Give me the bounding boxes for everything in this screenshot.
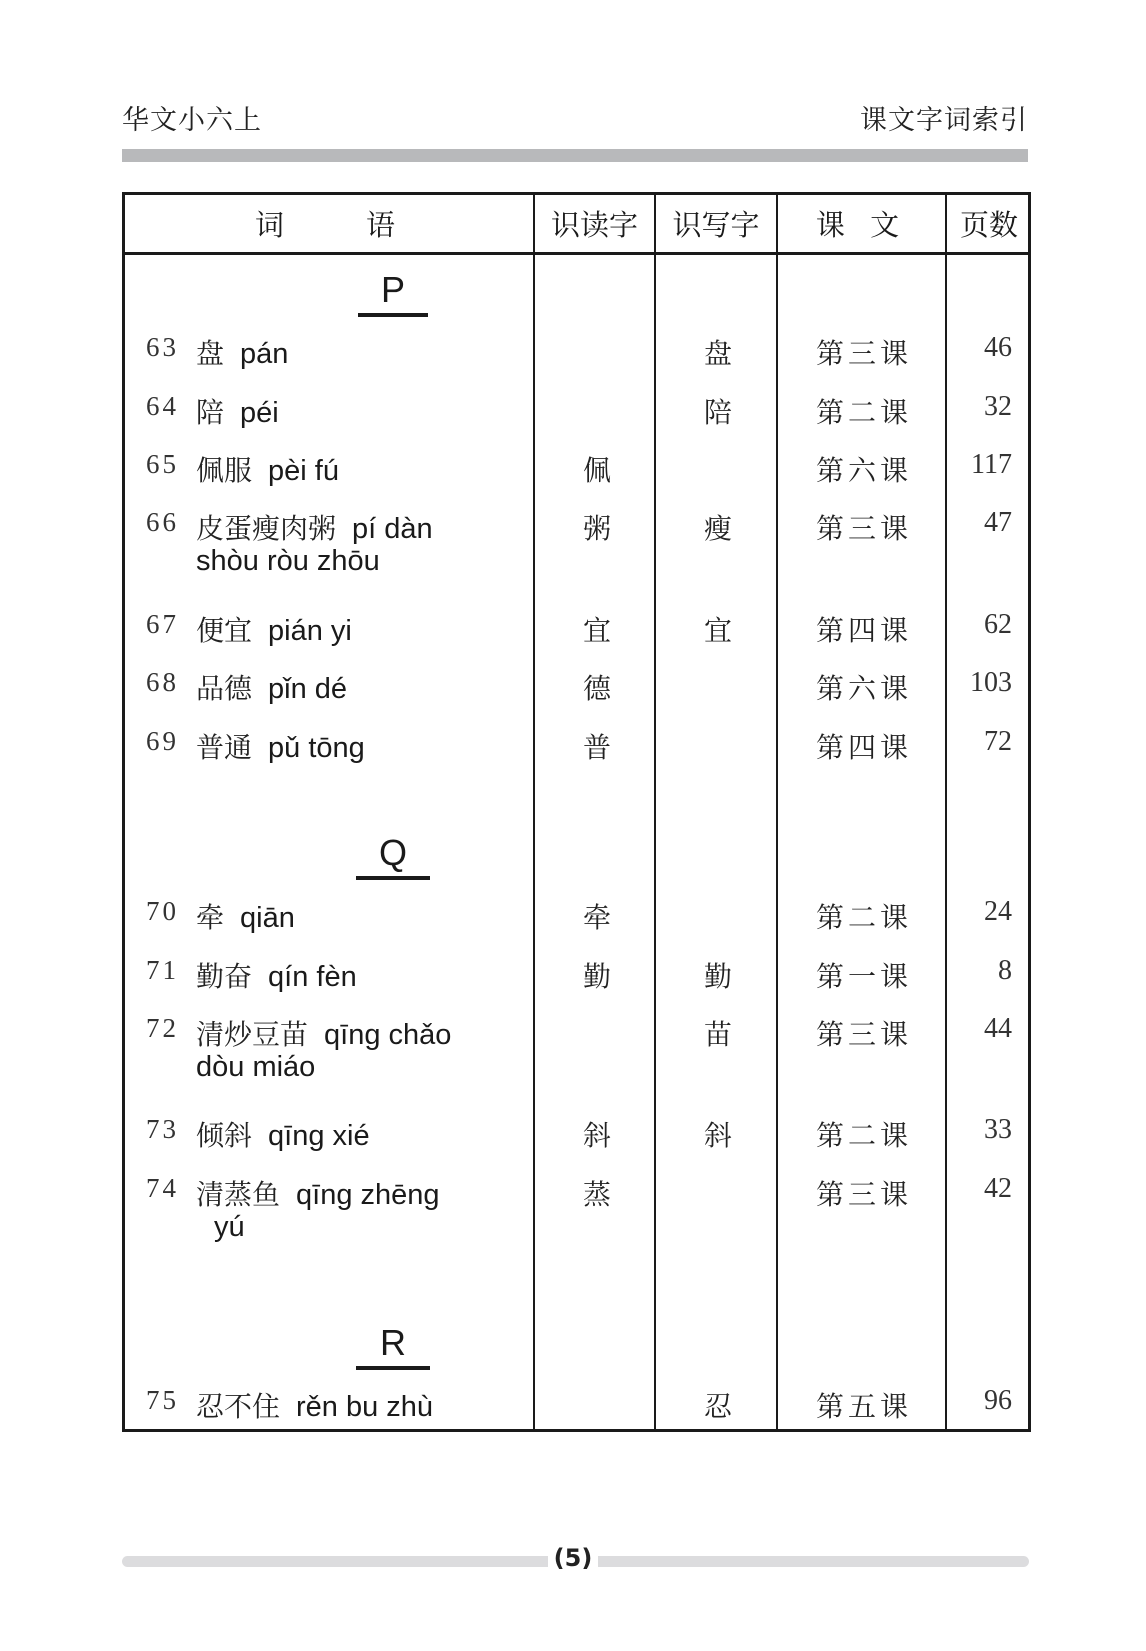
entry-word: 品德 pǐn dé bbox=[196, 672, 348, 705]
header-row-divider bbox=[125, 252, 1028, 255]
read-char: 牵 bbox=[582, 901, 611, 934]
entry-pinyin: qīng xié bbox=[268, 1120, 370, 1152]
entry-word: 皮蛋瘦肉粥 pí dàn bbox=[196, 512, 433, 545]
entry-word: 勤奋 qín fèn bbox=[196, 960, 357, 993]
section-underline bbox=[356, 876, 430, 880]
section-heading-r bbox=[293, 1322, 493, 1370]
table-row bbox=[125, 1173, 1028, 1253]
entry-pinyin: péi bbox=[240, 397, 279, 429]
page-number: 32 bbox=[984, 391, 1012, 422]
entry-number: 72 bbox=[146, 1013, 179, 1043]
page-number: 117 bbox=[971, 449, 1012, 480]
page-number: 42 bbox=[984, 1173, 1012, 1204]
page-number: 96 bbox=[984, 1385, 1012, 1416]
lesson: 第四课 bbox=[815, 731, 912, 764]
entry-pinyin: pián yi bbox=[268, 615, 352, 647]
entry-word: 普通 pǔ tōng bbox=[196, 731, 365, 764]
entry-number: 63 bbox=[146, 332, 179, 362]
header-divider-bar bbox=[122, 149, 1028, 162]
page-number: 8 bbox=[998, 955, 1012, 986]
table-row bbox=[125, 896, 1028, 936]
column-header-lesson: 课 文 bbox=[815, 208, 908, 242]
table-row bbox=[125, 667, 1028, 707]
read-char: 德 bbox=[582, 672, 611, 705]
section-heading-q bbox=[293, 832, 493, 880]
lesson: 第三课 bbox=[815, 1018, 912, 1051]
entry-number: 68 bbox=[146, 667, 179, 697]
entry-number: 69 bbox=[146, 726, 179, 756]
section-underline bbox=[356, 1366, 430, 1370]
section-letter: P bbox=[380, 269, 405, 310]
column-header-write-chars: 识写字 bbox=[672, 208, 760, 242]
lesson: 第一课 bbox=[815, 960, 912, 993]
table-row bbox=[125, 1385, 1028, 1425]
page-number: 46 bbox=[984, 332, 1012, 363]
lesson: 第六课 bbox=[815, 672, 912, 705]
section-letter: Q bbox=[378, 832, 407, 873]
entry-word: 陪 péi bbox=[196, 396, 279, 429]
table-row bbox=[125, 1013, 1028, 1093]
entry-pinyin-continued: shòu ròu zhōu bbox=[196, 545, 380, 577]
entry-number: 66 bbox=[146, 507, 179, 537]
column-header-page: 页数 bbox=[959, 208, 1018, 242]
table-row bbox=[125, 391, 1028, 431]
lesson: 第三课 bbox=[815, 512, 912, 545]
lesson: 第二课 bbox=[815, 396, 912, 429]
entry-number: 70 bbox=[146, 896, 179, 926]
table-row bbox=[125, 955, 1028, 995]
entry-word: 牵 qiān bbox=[196, 901, 295, 934]
write-char: 忍 bbox=[703, 1390, 732, 1423]
entry-pinyin: qiān bbox=[240, 902, 295, 934]
page-number: 47 bbox=[984, 507, 1012, 538]
write-char: 苗 bbox=[703, 1018, 732, 1051]
write-char: 盘 bbox=[703, 337, 732, 370]
lesson: 第五课 bbox=[815, 1390, 912, 1423]
page-number: 103 bbox=[970, 667, 1012, 698]
entry-pinyin: pèi fú bbox=[268, 455, 339, 487]
table-row bbox=[125, 449, 1028, 489]
entry-word: 倾斜 qīng xié bbox=[196, 1119, 370, 1152]
entry-word: 盘 pán bbox=[196, 337, 289, 370]
read-char: 佩 bbox=[582, 454, 611, 487]
write-char: 宜 bbox=[703, 614, 732, 647]
entry-word: 清炒豆苗 qīng chǎo bbox=[196, 1018, 452, 1051]
lesson: 第三课 bbox=[815, 1178, 912, 1211]
read-char: 勤 bbox=[582, 960, 611, 993]
entry-pinyin-continued: yú bbox=[214, 1211, 245, 1243]
entry-number: 65 bbox=[146, 449, 179, 479]
lesson: 第二课 bbox=[815, 901, 912, 934]
section-underline bbox=[358, 313, 428, 317]
table-row bbox=[125, 1114, 1028, 1154]
write-char: 勤 bbox=[703, 960, 732, 993]
entry-number: 75 bbox=[146, 1385, 179, 1415]
column-header-read-chars: 识读字 bbox=[550, 208, 638, 242]
read-char: 蒸 bbox=[582, 1178, 611, 1211]
entry-number: 74 bbox=[146, 1173, 179, 1203]
read-char: 普 bbox=[582, 731, 611, 764]
entry-pinyin: qīng zhēng bbox=[296, 1179, 440, 1211]
entry-word: 便宜 pián yi bbox=[196, 614, 352, 647]
entry-number: 73 bbox=[146, 1114, 179, 1144]
entry-pinyin-continued: dòu miáo bbox=[196, 1051, 316, 1083]
read-char: 斜 bbox=[582, 1119, 611, 1152]
table-row bbox=[125, 507, 1028, 587]
entry-number: 67 bbox=[146, 609, 179, 639]
lesson: 第二课 bbox=[815, 1119, 912, 1152]
table-row bbox=[125, 332, 1028, 372]
page-number: 24 bbox=[984, 896, 1012, 927]
column-header-words: 词 语 bbox=[254, 208, 403, 242]
entry-pinyin: pǐn dé bbox=[268, 673, 348, 705]
page-number: 72 bbox=[984, 726, 1012, 757]
entry-pinyin: pí dàn bbox=[352, 513, 433, 545]
entry-word: 清蒸鱼 qīng zhēng bbox=[196, 1178, 440, 1211]
entry-pinyin: pán bbox=[240, 338, 289, 370]
lesson: 第六课 bbox=[815, 454, 912, 487]
entry-pinyin: qín fèn bbox=[268, 961, 357, 993]
write-char: 斜 bbox=[703, 1119, 732, 1152]
section-letter: R bbox=[380, 1322, 406, 1363]
lesson: 第四课 bbox=[815, 614, 912, 647]
entry-pinyin: rěn bu zhù bbox=[296, 1391, 434, 1423]
read-char: 宜 bbox=[582, 614, 611, 647]
page-number: 62 bbox=[984, 609, 1012, 640]
page-number-footer: (5) bbox=[548, 1544, 598, 1572]
read-char: 粥 bbox=[582, 512, 611, 545]
entry-number: 64 bbox=[146, 391, 179, 421]
page-number: 33 bbox=[984, 1114, 1012, 1145]
word-index-table bbox=[122, 192, 1031, 1432]
book-title: 华文小六上 bbox=[122, 105, 262, 136]
table-row bbox=[125, 609, 1028, 649]
index-title: 课文字词索引 bbox=[860, 105, 1028, 136]
write-char: 瘦 bbox=[703, 512, 732, 545]
section-heading-p bbox=[293, 269, 493, 317]
entry-word: 佩服 pèi fú bbox=[196, 454, 339, 487]
entry-word: 忍不住 rěn bu zhù bbox=[196, 1390, 434, 1423]
write-char: 陪 bbox=[703, 396, 732, 429]
lesson: 第三课 bbox=[815, 337, 912, 370]
page-number: 44 bbox=[984, 1013, 1012, 1044]
entry-pinyin: pǔ tōng bbox=[268, 732, 365, 764]
table-row bbox=[125, 726, 1028, 766]
entry-pinyin: qīng chǎo bbox=[324, 1019, 452, 1051]
entry-number: 71 bbox=[146, 955, 179, 985]
